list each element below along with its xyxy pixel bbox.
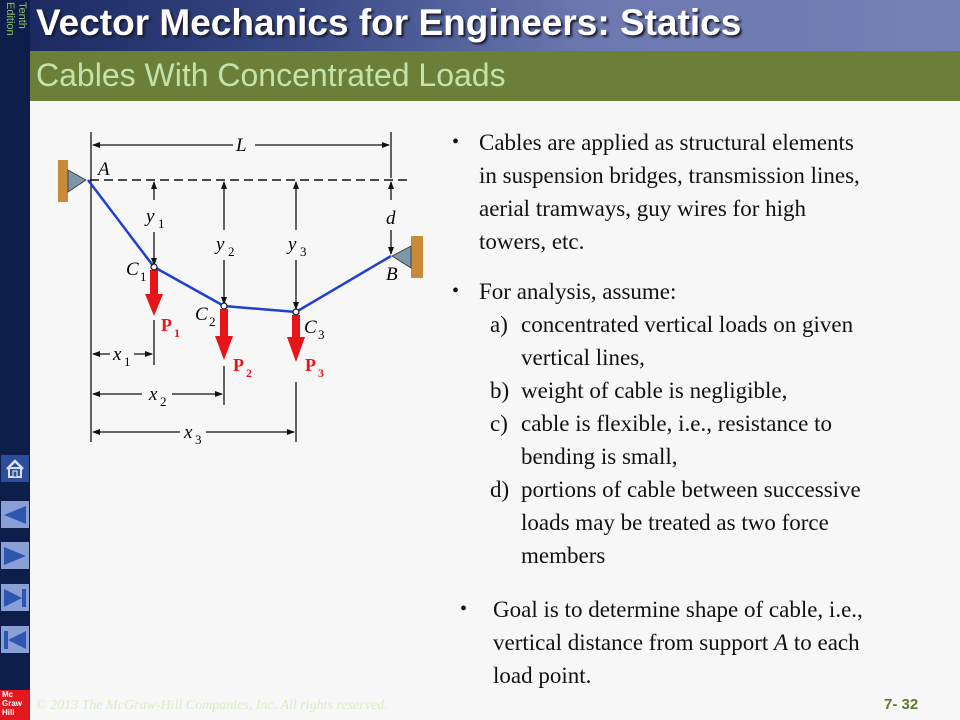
svg-text:2: 2	[160, 394, 167, 409]
text-line: towers, etc.	[479, 229, 585, 254]
slide-title: Cables With Concentrated Loads	[36, 57, 506, 93]
sidebar	[0, 0, 30, 720]
text-line: weight of cable is negligible,	[521, 378, 788, 403]
svg-text:1: 1	[124, 354, 131, 369]
bullet-applications	[452, 126, 942, 258]
support-a-ref: A	[774, 630, 789, 655]
logo-line-3: Hill	[2, 708, 15, 717]
edition-line-1: Tenth	[16, 2, 28, 29]
svg-text:x: x	[184, 422, 193, 443]
bullet-goal	[460, 593, 942, 692]
wall-b	[411, 236, 423, 278]
edition-line-2: Edition	[4, 2, 16, 36]
skip-end-icon	[2, 587, 28, 609]
svg-text:1: 1	[158, 216, 165, 231]
triangle-right-icon	[2, 545, 28, 567]
svg-text:2: 2	[209, 314, 216, 329]
svg-text:x: x	[113, 344, 122, 365]
svg-text:B: B	[386, 264, 398, 285]
bullet-icon: •	[452, 280, 460, 302]
text-line: bending is small,	[521, 444, 678, 469]
item-label: c)	[490, 411, 508, 436]
assumption-c	[452, 407, 942, 473]
svg-text:3: 3	[318, 366, 324, 380]
text-line: For analysis, assume:	[479, 279, 677, 304]
last-slide-button[interactable]	[1, 584, 29, 611]
text-line: members	[521, 543, 606, 568]
text-line	[493, 626, 942, 659]
logo-line-2: Graw	[2, 699, 23, 708]
bullet-icon: •	[452, 131, 460, 153]
text-line: loads may be treated as two force	[521, 510, 829, 535]
slide-content	[452, 126, 942, 692]
svg-text:C: C	[304, 317, 317, 338]
svg-text:2: 2	[228, 244, 235, 259]
svg-text:y: y	[216, 234, 225, 255]
svg-text:1: 1	[140, 269, 147, 284]
text-line: vertical lines,	[521, 345, 645, 370]
svg-text:A: A	[98, 159, 110, 180]
bullet-assumptions	[452, 275, 942, 308]
cable-diagram	[50, 120, 430, 450]
mcgraw-hill-logo	[0, 690, 30, 720]
svg-text:3: 3	[195, 432, 202, 447]
text-line: cable is flexible, i.e., resistance to	[521, 411, 833, 436]
next-slide-button[interactable]	[1, 542, 29, 569]
text-segment: to each	[788, 630, 860, 655]
assumption-d	[452, 473, 942, 572]
assumption-a	[452, 308, 942, 374]
item-label: a)	[490, 312, 508, 337]
svg-text:2: 2	[246, 366, 252, 380]
svg-text:y: y	[288, 234, 297, 255]
text-line: concentrated vertical loads on given	[521, 312, 854, 337]
previous-slide-button[interactable]	[1, 501, 29, 528]
svg-text:P: P	[305, 355, 316, 375]
page-number: 7- 32	[884, 696, 919, 713]
svg-text:L: L	[236, 135, 247, 156]
text-line: Goal is to determine shape of cable, i.e.,	[493, 597, 863, 622]
load-p2	[215, 309, 233, 360]
bullet-icon: •	[460, 598, 468, 620]
first-slide-button[interactable]	[1, 626, 29, 653]
text-line: portions of cable between successive	[521, 477, 861, 502]
book-title: Vector Mechanics for Engineers: Statics	[36, 2, 742, 43]
svg-text:P: P	[233, 355, 244, 375]
triangle-left-icon	[2, 504, 28, 526]
assumption-b	[452, 374, 942, 407]
title-band	[30, 0, 960, 51]
svg-text:3: 3	[318, 327, 325, 342]
text-line: Cables are applied as structural elements	[479, 130, 854, 155]
svg-text:x: x	[149, 384, 158, 405]
text-segment: vertical distance from support	[493, 630, 775, 655]
svg-text:C: C	[126, 259, 139, 280]
home-icon	[4, 458, 26, 480]
copyright-notice: © 2013 The McGraw-Hill Companies, Inc. All rights reserved.	[36, 698, 388, 713]
item-label: d)	[490, 477, 510, 502]
load-p3	[287, 315, 305, 362]
subtitle-band	[30, 51, 960, 101]
svg-text:y: y	[146, 206, 155, 227]
cable	[88, 180, 391, 312]
item-label: b)	[490, 378, 510, 403]
home-button[interactable]	[1, 455, 29, 482]
svg-text:C: C	[195, 304, 208, 325]
text-line: aerial tramways, guy wires for high	[479, 196, 807, 221]
text-line: in suspension bridges, transmission lines,	[479, 163, 860, 188]
edition-label	[2, 2, 28, 54]
svg-text:3: 3	[300, 244, 307, 259]
text-line: load point.	[493, 663, 592, 688]
support-a	[68, 170, 86, 192]
logo-line-1: Mc	[2, 690, 14, 699]
skip-start-icon	[2, 629, 28, 651]
svg-text:P: P	[161, 315, 172, 335]
wall-a	[58, 160, 68, 202]
svg-text:d: d	[386, 208, 396, 229]
svg-text:1: 1	[174, 326, 180, 340]
load-p1	[145, 270, 163, 316]
